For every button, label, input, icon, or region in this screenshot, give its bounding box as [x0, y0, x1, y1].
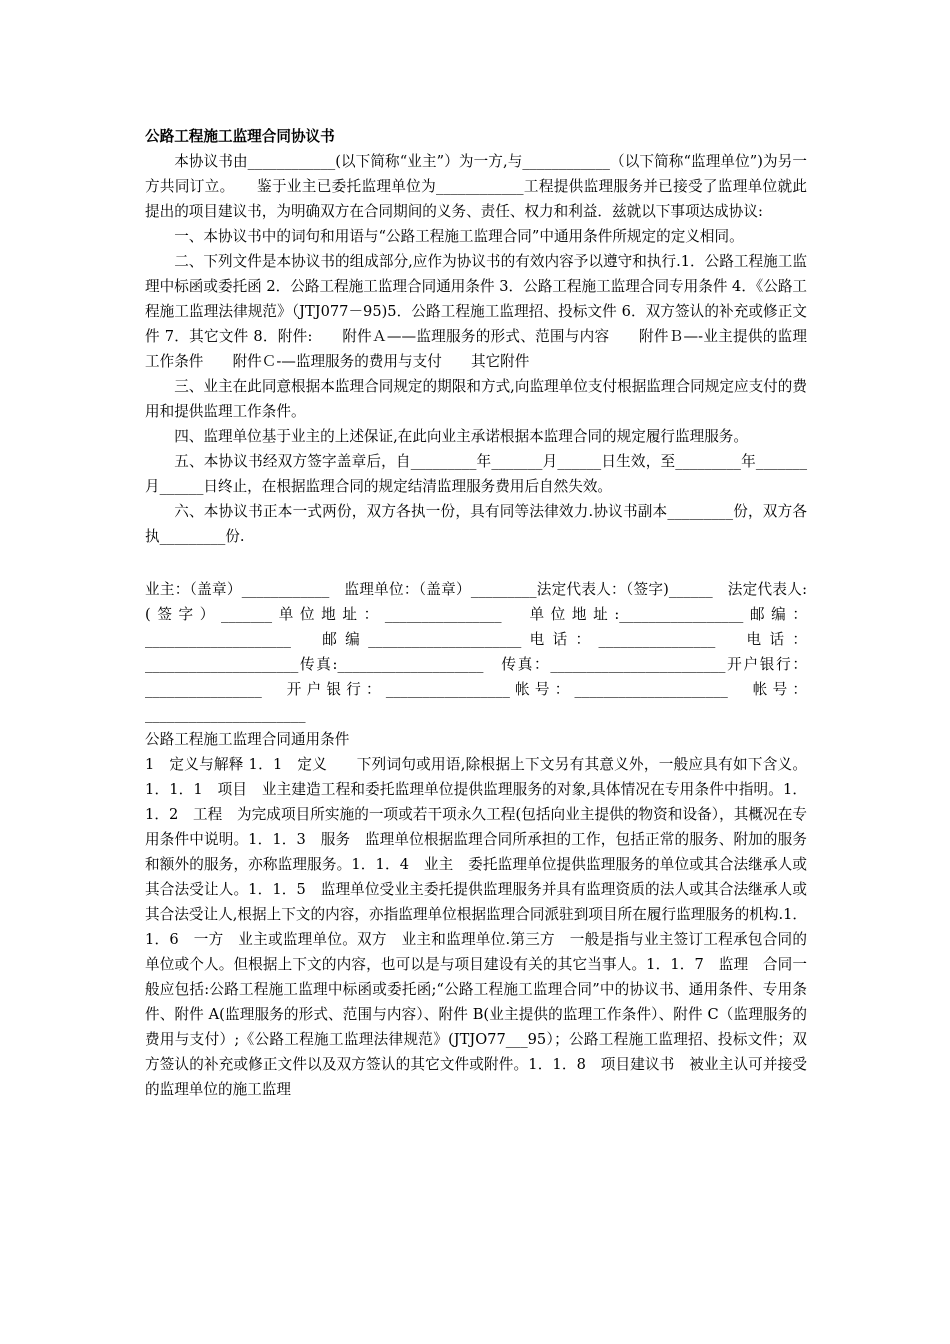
- general-conditions-body: 1 定义与解释 1．1 定义 下列词句或用语,除根据上下文另有其意义外，一般应具有如下含义。1．1．1 项目 业主建造工程和委托监理单位提供监理服务的对象,具体情况在专用条件中指明。1．1．2 工程 为完成项目所实施的一项或若干项永久工程(包括向业主提供的物资和设备），其概况在专用条件中说明。1．1．3 服务 监理单位根据监理合同所承担的工作，包括正常的服务、附加的服务和额外的服务，亦称监理服务。1．1．4 业主 委托监理单位提供监理服务的单位或其合法继承人或其合法受让人。1．1．5 监理单位受业主委托提供监理服务并具有监理资质的法人或其合法继承人或其合法受让人,根据上下文的内容，亦指监理单位根据监理合同派驻到项目所在履行监理服务的机构.1．1．6 一方 业主或监理单位。双方 业主和监理单位.第三方 一般是指与业主签订工程承包合同的单位或个人。但根据上下文的内容，也可以是与项目建设有关的其它当事人。1．1．7 监理 合同一般应包括:公路工程施工监理中标函或委托函;“公路工程施工监理合同”中的协议书、通用条件、专用条件、附件 A(监理服务的形式、范围与内容）、附件 B(业主提供的监理工作条件）、附件 C（监理服务的费用与支付）;《公路工程施工监理法律规范》(JTJO77___95）；公路工程施工监理招、投标文件；双方签认的补充或修正文件以及双方签认的其它文件或附件。1．1．8 项目建议书 被业主认可并接受的监理单位的施工监理: [145, 756, 807, 1098]
- paragraph-clause-2: 二、下列文件是本协议书的组成部分,应作为协议书的有效内容予以遵守和执行.1．公路工程施工监理中标函或委托函 2．公路工程施工监理合同通用条件 3．公路工程施工监理合同专用条件 4．《公路工程施工监理法律规范》（JTJ077－95)5．公路工程施工监理招、投标文件 6．双方签认的补充或修正文件 7．其它文件 8．附件: 附件Ａ——监理服务的形式、范围与内容 附件Ｂ—-业主提供的监理工作条件 附件Ｃ-—监理服务的费用与支付 其它附件: [145, 253, 808, 370]
- paragraph-clause-3: 三、业主在此同意根据本监理合同规定的期限和方式,向监理单位支付根据监理合同规定应支付的费用和提供监理工作条件。: [145, 378, 807, 420]
- paragraph-clause-1: 一、本协议书中的词句和用语与“公路工程施工监理合同”中通用条件所规定的定义相同。: [174, 228, 744, 245]
- paragraph-clause-5: 五、本协议书经双方签字盖章后，自_________年_______月______日生效，至_________年_______月______日终止，在根据监理合同的规定结清监理服务费用后自然失效。: [145, 453, 807, 495]
- paragraph-clause-6: 六、本协议书正本一式两份，双方各执一份，具有同等法律效力.协议书副本_________份，双方各执_________份.: [145, 503, 807, 545]
- paragraph-preamble: 本协议书由____________(以下简称“业主”）为一方,与____________（以下简称“监理单位”)为另一方共同订立。 鉴于业主已委托监理单位为____________工程提供监理服务并已接受了监理单位就此提出的项目建议书，为明确双方在合同期间的义务、责任、权力和利益．兹就以下事项达成协议:: [145, 153, 807, 220]
- document-title: 公路工程施工监理合同协议书: [145, 128, 335, 145]
- paragraph-clause-4: 四、监理单位基于业主的上述保证,在此向业主承诺根据本监理合同的规定履行监理服务。: [174, 428, 748, 445]
- section-title-general-conditions: 公路工程施工监理合同通用条件: [145, 731, 350, 748]
- document-page: [145, 124, 807, 1102]
- spacer: [145, 549, 807, 577]
- signature-block: 业主：（盖章）____________ 监理单位：（盖章）_________法定代表人：（签字)______ 法定代表人:(签字）_______单位地址：________________ 单位地址:_________________邮编：____________________ 邮编_____________________电话：________________ 电话：_____________________传真:____________________ 传真：________________________开户银行：________________ 开户银行：_________________帐号：_____________________ 帐号：______________________: [145, 581, 807, 723]
